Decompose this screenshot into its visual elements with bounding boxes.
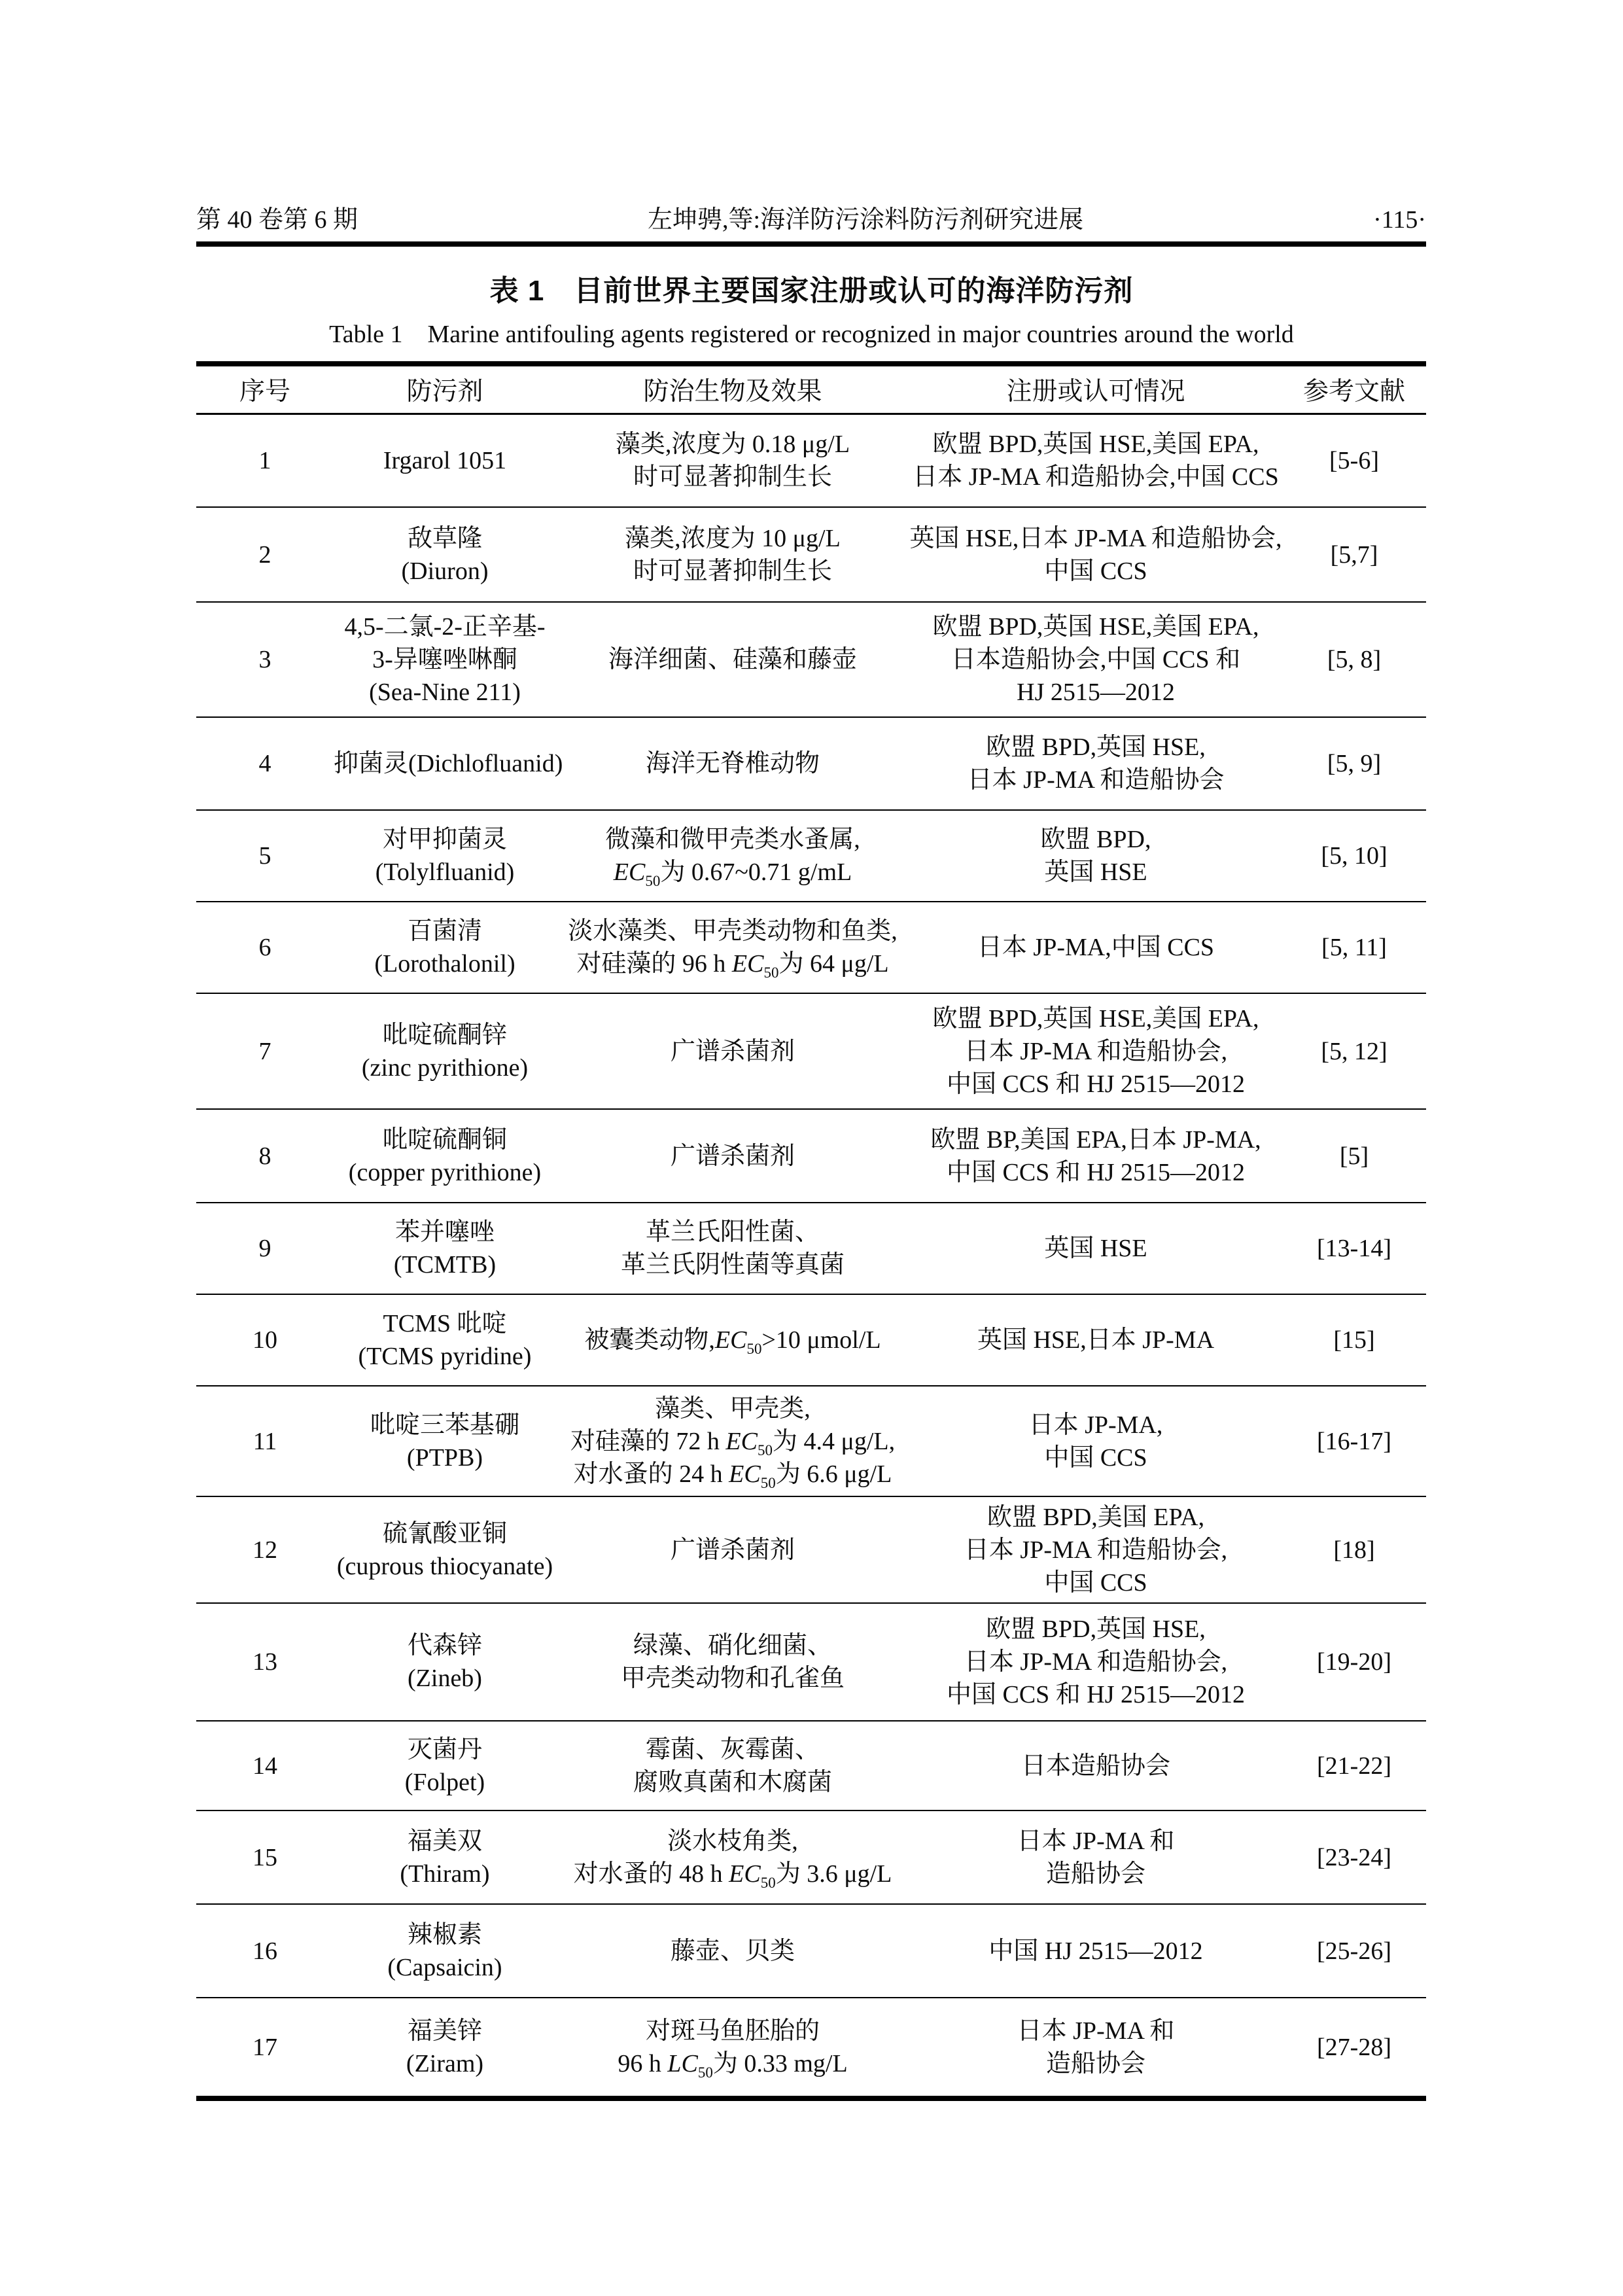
cell-line: $EC_{50}$为 0.67~0.71 g/mL — [613, 858, 852, 889]
row-number-cell — [196, 1386, 334, 1496]
cell-line: 海洋细菌、硅藻和藤壶 — [608, 646, 857, 673]
registration-cell — [909, 993, 1282, 1109]
agent-cell — [334, 1603, 556, 1721]
cell-line: 日本造船协会 — [1021, 1752, 1170, 1780]
effect-cell — [556, 507, 909, 602]
cell-line: [5, 10] — [1321, 842, 1387, 870]
cell-line: 日本 JP-MA 和 — [1017, 2017, 1175, 2045]
cell-line: 淡水枝角类, — [667, 1827, 798, 1855]
cell-line: 中国 CCS 和 HJ 2515—2012 — [946, 1681, 1246, 1708]
reference-cell — [1282, 993, 1426, 1109]
effect-cell — [556, 1294, 909, 1386]
header-rule — [196, 241, 1426, 247]
cell-line: 日本 JP-MA 和造船协会, — [964, 1648, 1228, 1676]
reference-cell — [1282, 902, 1426, 993]
cell-line: 藻类,浓度为 10 μg/L — [625, 524, 841, 552]
cell-line: 造船协会 — [1045, 1860, 1145, 1888]
cell-line: 时可显著抑制生长 — [633, 557, 832, 585]
cell-line: [15] — [1333, 1326, 1375, 1354]
cell-line: [25-26] — [1317, 1937, 1391, 1965]
effect-cell — [556, 902, 909, 993]
reference-cell — [1282, 507, 1426, 602]
cell-line: 日本 JP-MA,中国 CCS — [977, 934, 1215, 961]
cell-line: 中国 CCS 和 HJ 2515—2012 — [946, 1070, 1246, 1098]
cell-line: 欧盟 BP,美国 EPA,日本 JP-MA, — [930, 1125, 1261, 1154]
agent-cell — [334, 602, 556, 717]
cell-line: 16 — [253, 1937, 277, 1965]
table-body — [196, 414, 1426, 2098]
cell-line: (TCMS pyridine) — [358, 1343, 532, 1370]
effect-cell — [556, 993, 909, 1109]
row-number-cell — [196, 1603, 334, 1721]
cell-line: (copper pyrithione) — [348, 1158, 542, 1186]
agent-cell — [334, 993, 556, 1109]
registration-cell — [909, 1203, 1282, 1294]
cell-line: [19-20] — [1317, 1648, 1391, 1676]
agent-cell — [334, 810, 556, 902]
effect-cell — [556, 1998, 909, 2098]
cell-line: 藻类,浓度为 0.18 μg/L — [615, 430, 850, 458]
registration-cell — [909, 1109, 1282, 1203]
cell-line: 日本 JP-MA 和造船协会 — [967, 766, 1225, 794]
table-title-en: Table 1 Marine antifouling agents registered or recognized in major countries around the world — [329, 321, 1294, 348]
cell-line: 辣椒素 — [407, 1920, 482, 1949]
cell-line: 中国 CCS — [1044, 1443, 1147, 1472]
cell-line: [5, 8] — [1327, 646, 1382, 673]
table-row — [196, 1603, 1426, 1721]
row-number-cell — [196, 1203, 334, 1294]
registration-cell — [909, 1294, 1282, 1386]
cell-line: 欧盟 BPD, — [1040, 826, 1151, 853]
cell-line: [5,7] — [1330, 540, 1378, 569]
reference-cell — [1282, 1603, 1426, 1721]
agent-cell — [334, 1203, 556, 1294]
table-row — [196, 1904, 1426, 1998]
cell-line: 微藻和微甲壳类水蚤属, — [605, 826, 860, 853]
table-row — [196, 1294, 1426, 1386]
column-header-no: 序号 — [239, 378, 290, 406]
reference-cell — [1282, 602, 1426, 717]
antifouling-table — [196, 361, 1426, 2101]
cell-line: 甲壳类动物和孔雀鱼 — [620, 1665, 845, 1692]
table-row — [196, 1721, 1426, 1810]
cell-line: 英国 HSE,日本 JP-MA 和造船协会, — [909, 524, 1282, 552]
cell-line: [13-14] — [1317, 1235, 1391, 1262]
agent-cell — [334, 1109, 556, 1203]
cell-line: 15 — [253, 1843, 277, 1871]
cell-line: 中国 HJ 2515—2012 — [988, 1937, 1203, 1965]
cell-line: 藻类、甲壳类, — [655, 1394, 811, 1422]
cell-line: 代森锌 — [407, 1632, 482, 1659]
agent-cell — [334, 1998, 556, 2098]
reference-cell — [1282, 1721, 1426, 1810]
cell-line: 96 h $LC_{50}$为 0.33 mg/L — [618, 2049, 848, 2081]
cell-line: 硫氰酸亚铜 — [382, 1519, 507, 1547]
cell-line: 5 — [258, 842, 271, 870]
cell-line: 对水蚤的 48 h $EC_{50}$为 3.6 μg/L — [573, 1860, 892, 1891]
running-title: 左坤骋,等:海洋防污涂料防污剂研究进展 — [648, 206, 1084, 234]
reference-cell — [1282, 1810, 1426, 1904]
registration-cell — [909, 1721, 1282, 1810]
cell-line: 对甲抑菌灵 — [382, 826, 507, 853]
cell-line: 灭菌丹 — [407, 1735, 482, 1763]
header-row — [196, 364, 1426, 414]
cell-line: 吡啶三苯基硼 — [370, 1411, 519, 1439]
agent-cell — [334, 717, 563, 810]
cell-line: [5, 12] — [1321, 1037, 1387, 1065]
cell-line: [18] — [1333, 1536, 1375, 1564]
cell-line: 1 — [258, 446, 271, 474]
cell-line: 4,5-二氯-2-正辛基- — [344, 613, 546, 641]
agent-cell — [334, 1810, 556, 1904]
effect-cell — [556, 1496, 909, 1603]
cell-line: 对硅藻的 72 h $EC_{50}$为 4.4 μg/L, — [570, 1427, 896, 1458]
column-header-agent: 防污剂 — [406, 378, 483, 406]
row-number-cell — [196, 717, 334, 810]
row-number-cell — [196, 507, 334, 602]
cell-line: (Zineb) — [408, 1665, 482, 1692]
agent-cell — [334, 1721, 556, 1810]
row-number-cell — [196, 1904, 334, 1998]
cell-line: (Lorothalonil) — [374, 950, 515, 978]
registration-cell — [909, 1603, 1282, 1721]
cell-line: 10 — [253, 1326, 277, 1354]
cell-line: Irgarol 1051 — [383, 446, 507, 474]
cell-line: 广谱杀菌剂 — [670, 1142, 795, 1170]
cell-line: 中国 CCS — [1044, 1568, 1147, 1597]
cell-line: 9 — [258, 1235, 271, 1262]
cell-line: 欧盟 BPD,英国 HSE,美国 EPA, — [932, 613, 1259, 641]
agent-cell — [334, 1496, 556, 1603]
row-number-cell — [196, 1496, 334, 1603]
cell-line: 2 — [258, 540, 271, 569]
registration-cell — [909, 1386, 1282, 1496]
cell-line: (TCMTB) — [393, 1251, 497, 1279]
cell-line: 抑菌灵(Dichlofluanid) — [334, 750, 563, 777]
cell-line: (Thiram) — [400, 1860, 490, 1888]
agent-cell — [334, 414, 556, 507]
cell-line: 广谱杀菌剂 — [670, 1536, 795, 1564]
cell-line: 腐败真菌和木腐菌 — [633, 1768, 832, 1796]
effect-cell — [556, 1904, 909, 1998]
cell-line: [5-6] — [1329, 446, 1379, 474]
cell-line: 8 — [258, 1142, 271, 1170]
cell-line: 对硅藻的 96 h $EC_{50}$为 64 μg/L — [576, 950, 889, 981]
agent-cell — [334, 1386, 556, 1496]
cell-line: 时可显著抑制生长 — [633, 463, 832, 491]
row-number-cell — [196, 1109, 334, 1203]
reference-cell — [1282, 1496, 1426, 1603]
cell-line: 日本 JP-MA 和造船协会, — [964, 1037, 1228, 1065]
effect-cell — [556, 1721, 909, 1810]
cell-line: 14 — [253, 1752, 277, 1780]
cell-line: 日本造船协会,中国 CCS 和 — [951, 646, 1241, 673]
table-row — [196, 1203, 1426, 1294]
cell-line: 13 — [253, 1648, 277, 1676]
cell-line: [5, 9] — [1327, 750, 1382, 777]
cell-line: 英国 HSE,日本 JP-MA — [977, 1326, 1215, 1354]
cell-line: [21-22] — [1317, 1752, 1391, 1780]
cell-line: 中国 CCS — [1044, 557, 1147, 585]
cell-line: (Folpet) — [404, 1768, 485, 1796]
cell-line: 造船协会 — [1045, 2049, 1145, 2077]
cell-line: 福美锌 — [407, 2017, 482, 2045]
cell-line: 对水蚤的 24 h $EC_{50}$为 6.6 μg/L — [573, 1460, 892, 1491]
cell-line: TCMS 吡啶 — [383, 1310, 507, 1337]
row-number-cell — [196, 810, 334, 902]
cell-line: 欧盟 BPD,英国 HSE, — [986, 1616, 1206, 1643]
table-row — [196, 902, 1426, 993]
table-row — [196, 507, 1426, 602]
cell-line: [16-17] — [1317, 1427, 1391, 1455]
row-number-cell — [196, 414, 334, 507]
reference-cell — [1282, 414, 1426, 507]
row-number-cell — [196, 1294, 334, 1386]
page-number: ·115· — [1373, 206, 1426, 234]
table-row — [196, 1386, 1426, 1496]
cell-line: 3 — [258, 646, 271, 673]
cell-line: 绿藻、硝化细菌、 — [633, 1632, 832, 1659]
cell-line: (Capsaicin) — [387, 1953, 502, 1981]
reference-cell — [1282, 810, 1426, 902]
cell-line: 藤壶、贝类 — [670, 1937, 795, 1965]
cell-line: 3-异噻唑啉酮 — [372, 646, 517, 673]
row-number-cell — [196, 1998, 334, 2098]
cell-line: 百菌清 — [407, 917, 482, 945]
cell-line: 海洋无脊椎动物 — [645, 750, 820, 777]
cell-line: 12 — [253, 1536, 277, 1564]
cell-line: 苯并噻唑 — [394, 1218, 495, 1246]
row-number-cell — [196, 602, 334, 717]
table-row — [196, 717, 1426, 810]
cell-line: 11 — [253, 1427, 277, 1455]
reference-cell — [1282, 1109, 1426, 1203]
cell-line: (Sea-Nine 211) — [369, 679, 521, 706]
cell-line: 日本 JP-MA 和 — [1017, 1827, 1175, 1855]
registration-cell — [909, 717, 1282, 810]
reference-cell — [1282, 1998, 1426, 2098]
cell-line: 日本 JP-MA 和造船协会, — [964, 1536, 1228, 1564]
effect-cell — [556, 602, 909, 717]
registration-cell — [909, 1904, 1282, 1998]
effect-cell — [556, 810, 909, 902]
registration-cell — [909, 1998, 1282, 2098]
cell-line: 吡啶硫酮铜 — [382, 1125, 507, 1154]
cell-line: HJ 2515—2012 — [1017, 679, 1175, 706]
cell-line: 欧盟 BPD,美国 EPA, — [986, 1503, 1205, 1531]
effect-cell — [556, 1203, 909, 1294]
row-number-cell — [196, 1721, 334, 1810]
column-header-registration: 注册或认可情况 — [1006, 378, 1185, 406]
cell-line: 敌草隆 — [407, 524, 482, 552]
journal-issue: 第 40 卷第 6 期 — [196, 206, 358, 234]
table-row — [196, 993, 1426, 1109]
registration-cell — [909, 1496, 1282, 1603]
registration-cell — [909, 1810, 1282, 1904]
cell-line: [23-24] — [1317, 1843, 1391, 1871]
table-row — [196, 810, 1426, 902]
row-number-cell — [196, 1810, 334, 1904]
cell-line: 革兰氏阴性菌等真菌 — [620, 1251, 845, 1279]
cell-line: 革兰氏阳性菌、 — [645, 1218, 820, 1246]
row-number-cell — [196, 993, 334, 1109]
table-row — [196, 1998, 1426, 2098]
registration-cell — [909, 810, 1282, 902]
cell-line: 7 — [258, 1037, 271, 1065]
table-row — [196, 1810, 1426, 1904]
cell-line: (Ziram) — [406, 2049, 484, 2077]
cell-line: (Diuron) — [401, 557, 489, 585]
cell-line: (zinc pyrithione) — [361, 1053, 529, 1082]
cell-line: 被囊类动物$,EC_{50}>10$ μmol/L — [584, 1326, 881, 1357]
cell-line: 6 — [258, 934, 271, 961]
agent-cell — [334, 1294, 556, 1386]
cell-line: [5, 11] — [1321, 934, 1387, 961]
table-head — [196, 364, 1426, 414]
table-row — [196, 602, 1426, 717]
cell-line: 对斑马鱼胚胎的 — [645, 2017, 820, 2045]
effect-cell — [556, 414, 909, 507]
row-number-cell — [196, 902, 334, 993]
reference-cell — [1282, 717, 1426, 810]
journal-header — [196, 205, 1426, 234]
cell-line: 欧盟 BPD,英国 HSE, — [986, 733, 1206, 761]
cell-line: 欧盟 BPD,英国 HSE,美国 EPA, — [932, 430, 1259, 458]
cell-line: (Tolylfluanid) — [375, 858, 515, 886]
column-header-effect: 防治生物及效果 — [643, 378, 822, 406]
cell-line: (cuprous thiocyanate) — [336, 1552, 553, 1580]
agent-cell — [334, 1904, 556, 1998]
registration-cell — [909, 602, 1282, 717]
reference-cell — [1282, 1203, 1426, 1294]
effect-cell — [556, 1109, 909, 1203]
table-row — [196, 414, 1426, 507]
effect-cell — [556, 1386, 909, 1496]
cell-line: 中国 CCS 和 HJ 2515—2012 — [946, 1158, 1246, 1186]
agent-cell — [334, 507, 556, 602]
cell-line: 4 — [258, 750, 271, 777]
cell-line: 霉菌、灰霉菌、 — [645, 1735, 820, 1763]
cell-line: [27-28] — [1317, 2033, 1391, 2061]
effect-cell — [556, 717, 909, 810]
registration-cell — [909, 902, 1282, 993]
agent-cell — [334, 902, 556, 993]
registration-cell — [909, 507, 1282, 602]
reference-cell — [1282, 1294, 1426, 1386]
table-row — [196, 1496, 1426, 1603]
table-row — [196, 1109, 1426, 1203]
cell-line: 广谱杀菌剂 — [670, 1037, 795, 1065]
reference-cell — [1282, 1386, 1426, 1496]
column-header-reference: 参考文献 — [1302, 378, 1405, 406]
cell-line: 吡啶硫酮锌 — [382, 1021, 507, 1049]
cell-line: (PTPB) — [406, 1443, 483, 1472]
registration-cell — [909, 414, 1282, 507]
cell-line: 英国 HSE — [1044, 1235, 1147, 1262]
table-title-cn: 表 1 目前世界主要国家注册或认可的海洋防污剂 — [489, 275, 1134, 307]
effect-cell — [556, 1810, 909, 1904]
effect-cell — [556, 1603, 909, 1721]
cell-line: 日本 JP-MA 和造船协会,中国 CCS — [913, 463, 1279, 491]
cell-line: 欧盟 BPD,英国 HSE,美国 EPA, — [932, 1004, 1259, 1033]
cell-line: 淡水藻类、甲壳类动物和鱼类, — [568, 917, 898, 945]
cell-line: 福美双 — [407, 1827, 482, 1855]
reference-cell — [1282, 1904, 1426, 1998]
cell-line: [5] — [1339, 1142, 1369, 1170]
cell-line: 英国 HSE — [1044, 858, 1147, 886]
cell-line: 日本 JP-MA, — [1028, 1411, 1163, 1439]
cell-line: 17 — [253, 2033, 277, 2061]
